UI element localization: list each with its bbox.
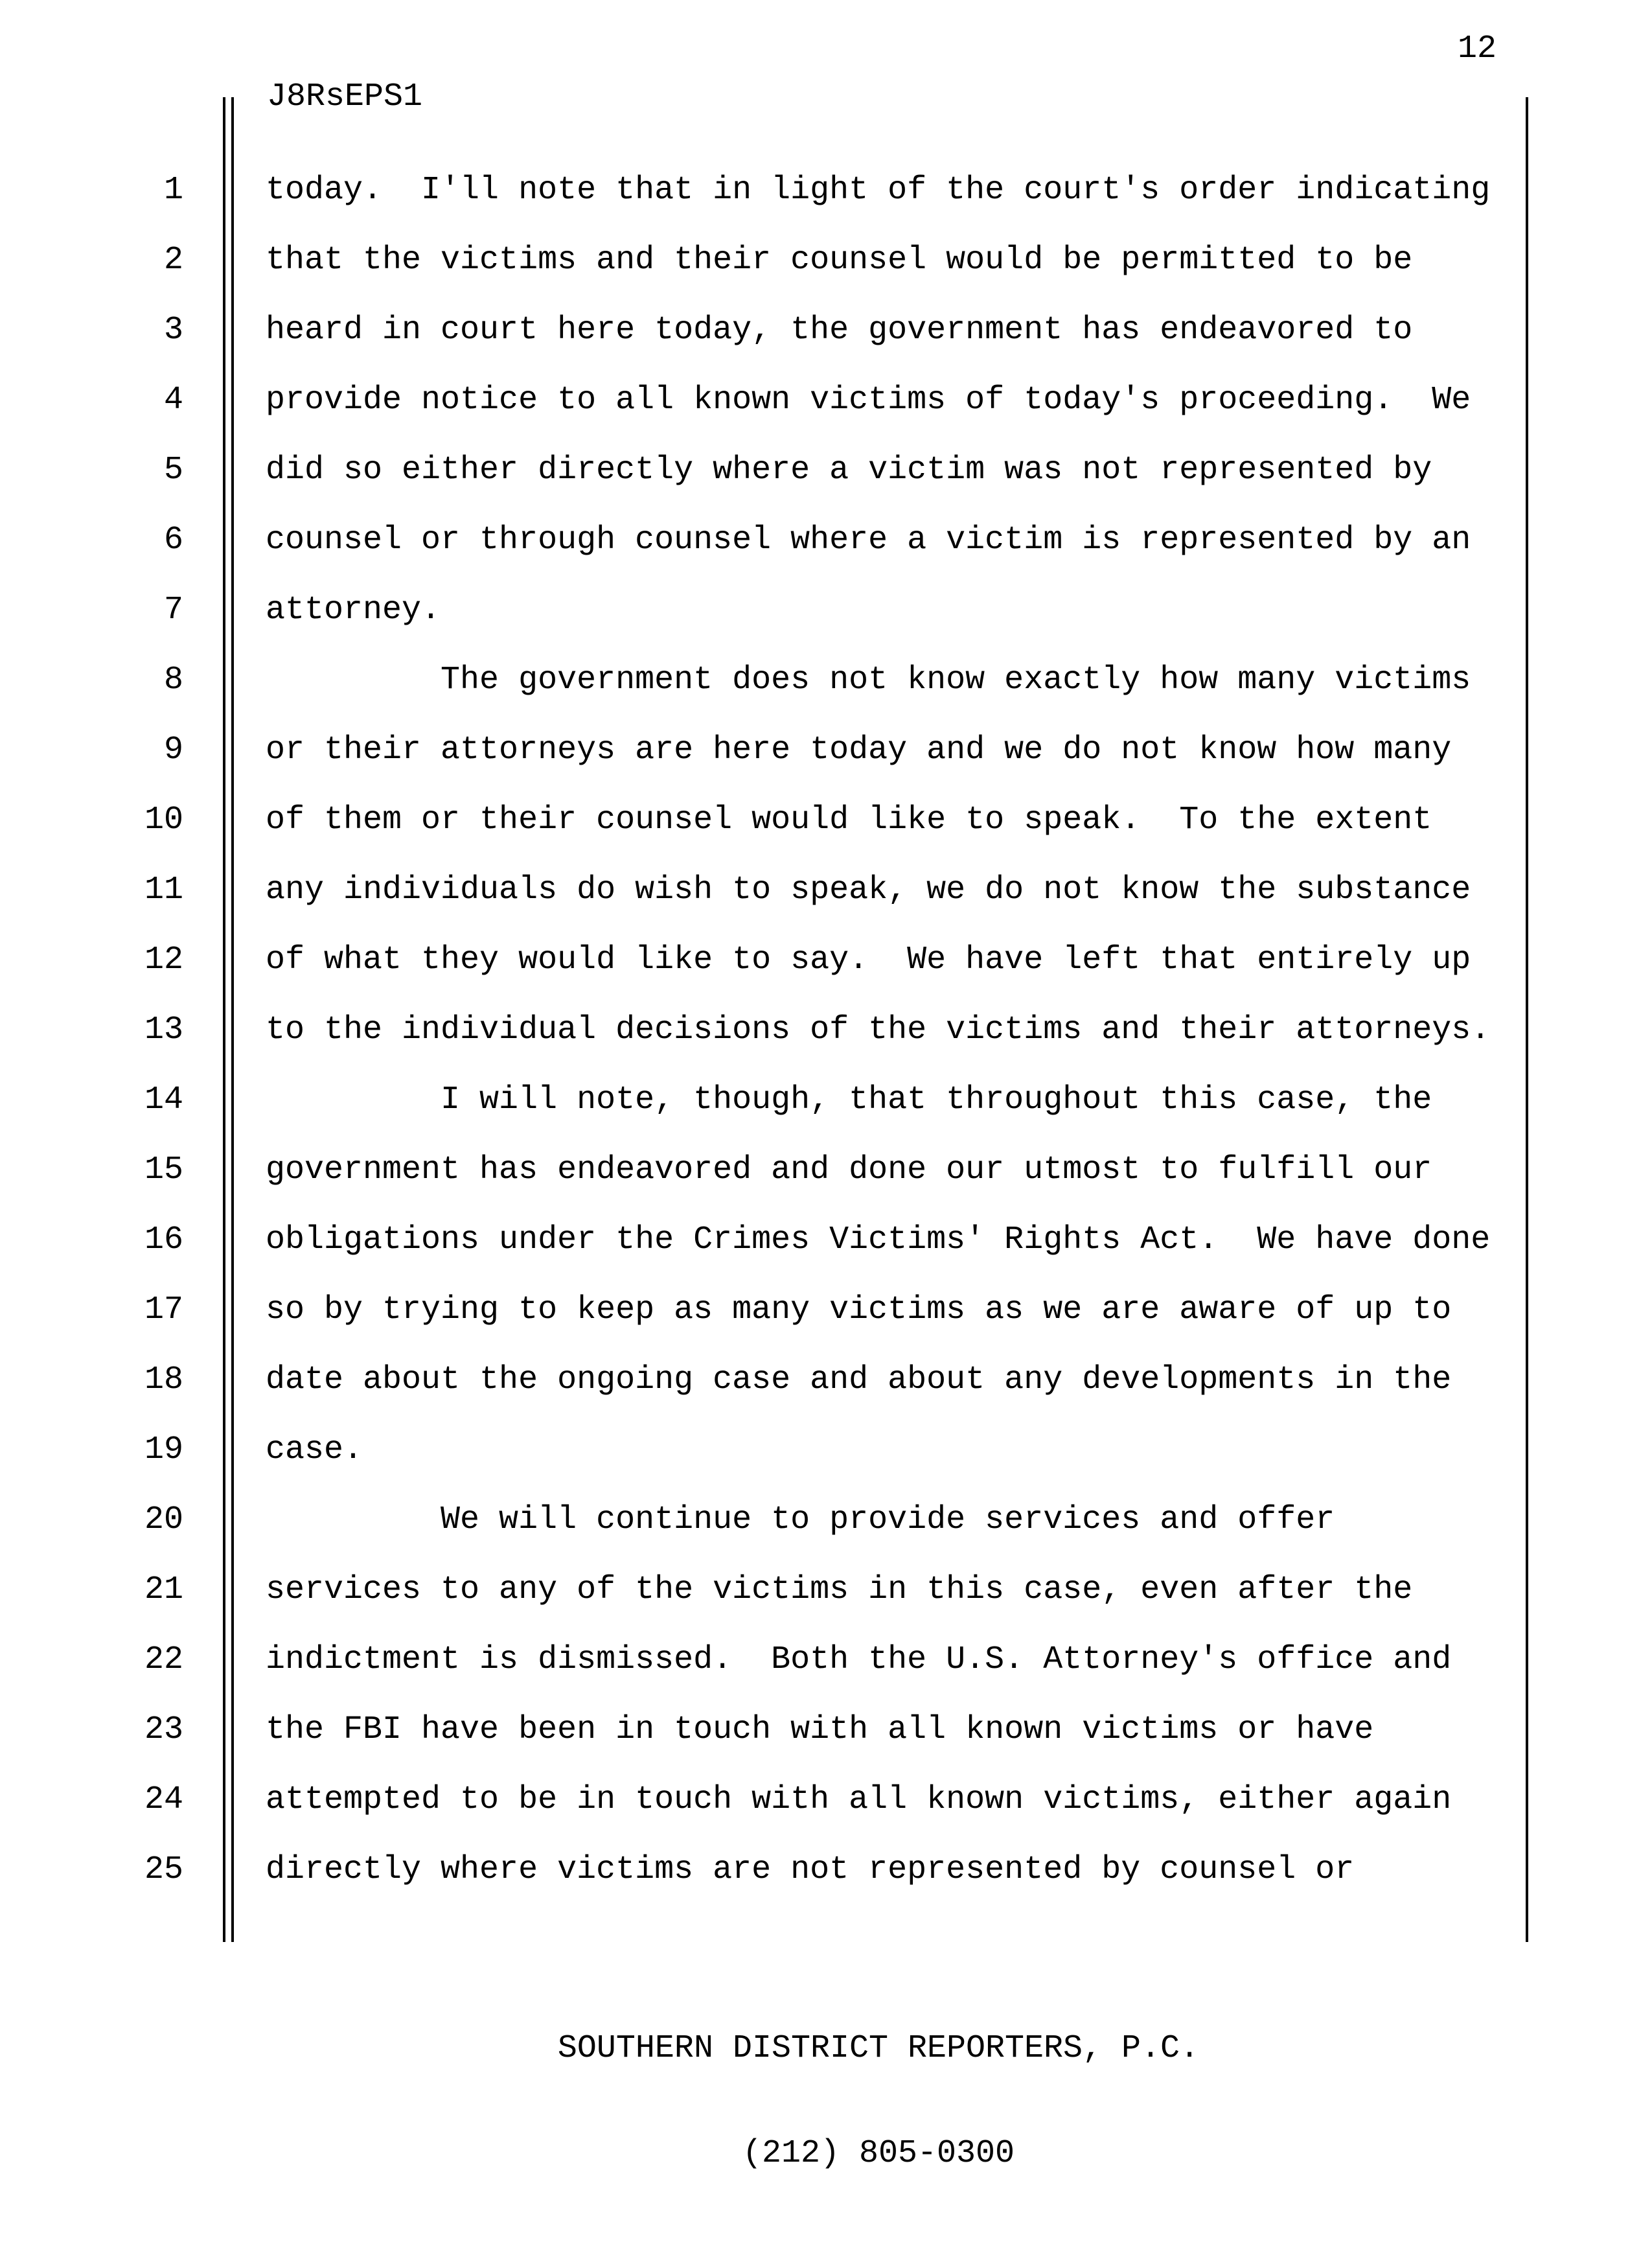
line-number: 25 [144,1851,183,1888]
line-text: We will continue to provide services and offer [266,1501,1335,1538]
line-text: of what they would like to say. We have left that entirely up [266,942,1471,978]
line-number: 3 [163,312,183,349]
line-number: 21 [144,1571,183,1608]
line-number: 10 [144,802,183,838]
line-text: indictment is dismissed. Both the U.S. Attorney's office and [266,1641,1452,1678]
line-text: of them or their counsel would like to speak. To the extent [266,802,1432,838]
reporter-phone: (212) 805-0300 [742,2135,1015,2172]
transcript-line [0,1275,1652,1345]
line-number: 7 [163,592,183,629]
transcript-line [0,925,1652,995]
line-text: attorney. [266,592,441,629]
line-text: so by trying to keep as many victims as we are aware of up to [266,1291,1452,1328]
line-number: 20 [144,1501,183,1538]
line-number: 1 [163,172,183,209]
line-number: 14 [144,1081,183,1118]
transcript-line [0,645,1652,715]
line-number: 5 [163,452,183,489]
transcript-line [0,365,1652,435]
transcript-line [0,225,1652,295]
transcript-line [0,156,1652,225]
transcript-line [0,715,1652,785]
transcript-line [0,1135,1652,1205]
transcript-line [0,785,1652,855]
reporter-name: SOUTHERN DISTRICT REPORTERS, P.C. [557,2030,1200,2067]
line-number: 4 [163,382,183,419]
line-number: 23 [144,1711,183,1748]
line-text: any individuals do wish to speak, we do not know the substance [266,872,1471,908]
page-number: 12 [1458,30,1497,67]
line-text: the FBI have been in touch with all known victims or have [266,1711,1374,1748]
line-number: 24 [144,1781,183,1818]
line-text: heard in court here today, the government has endeavored to [266,312,1413,349]
reporter-footer [231,1961,1526,2241]
line-number: 17 [144,1291,183,1328]
transcript-line [0,1205,1652,1275]
line-text: services to any of the victims in this case, even after the [266,1571,1413,1608]
line-number: 8 [163,662,183,699]
transcript-line [0,1485,1652,1555]
line-number: 2 [163,242,183,279]
line-number: 22 [144,1641,183,1678]
line-number: 15 [144,1151,183,1188]
transcript-line [0,435,1652,505]
transcript-line [0,855,1652,925]
line-text: government has endeavored and done our utmost to fulfill our [266,1151,1432,1188]
line-number: 6 [163,522,183,559]
line-text: today. I'll note that in light of the court's order indicating [266,172,1491,209]
transcript-line [0,1415,1652,1485]
line-text: to the individual decisions of the victims and their attorneys. [266,1011,1491,1048]
line-number: 19 [144,1431,183,1468]
line-number: 16 [144,1221,183,1258]
line-text: or their attorneys are here today and we do not know how many [266,732,1452,769]
transcript-line [0,995,1652,1065]
transcript-line [0,505,1652,575]
line-number: 12 [144,942,183,978]
line-number: 11 [144,872,183,908]
line-text: attempted to be in touch with all known victims, either again [266,1781,1452,1818]
line-number: 13 [144,1011,183,1048]
transcript-line [0,1345,1652,1415]
line-text: I will note, though, that throughout this case, the [266,1081,1432,1118]
line-text: directly where victims are not represented by counsel or [266,1851,1355,1888]
line-text: provide notice to all known victims of today's proceeding. We [266,382,1471,419]
transcript-line [0,1555,1652,1625]
line-text: obligations under the Crimes Victims' Rights Act. We have done [266,1221,1491,1258]
transcript-line [0,1695,1652,1765]
transcript-line [0,295,1652,365]
line-text: case. [266,1431,363,1468]
transcript-line [0,1625,1652,1695]
transcript-line [0,575,1652,645]
transcript-session-id: J8RsEPS1 [267,78,423,115]
transcript-line [0,1765,1652,1835]
transcript-lines [0,156,1652,1905]
line-text: that the victims and their counsel would be permitted to be [266,242,1413,279]
transcript-line [0,1065,1652,1135]
transcript-line [0,1835,1652,1905]
line-number: 9 [163,732,183,769]
line-text: The government does not know exactly how many victims [266,662,1471,699]
line-text: counsel or through counsel where a victim is represented by an [266,522,1471,559]
line-text: did so either directly where a victim was not represented by [266,452,1432,489]
line-number: 18 [144,1361,183,1398]
line-text: date about the ongoing case and about any developments in the [266,1361,1452,1398]
